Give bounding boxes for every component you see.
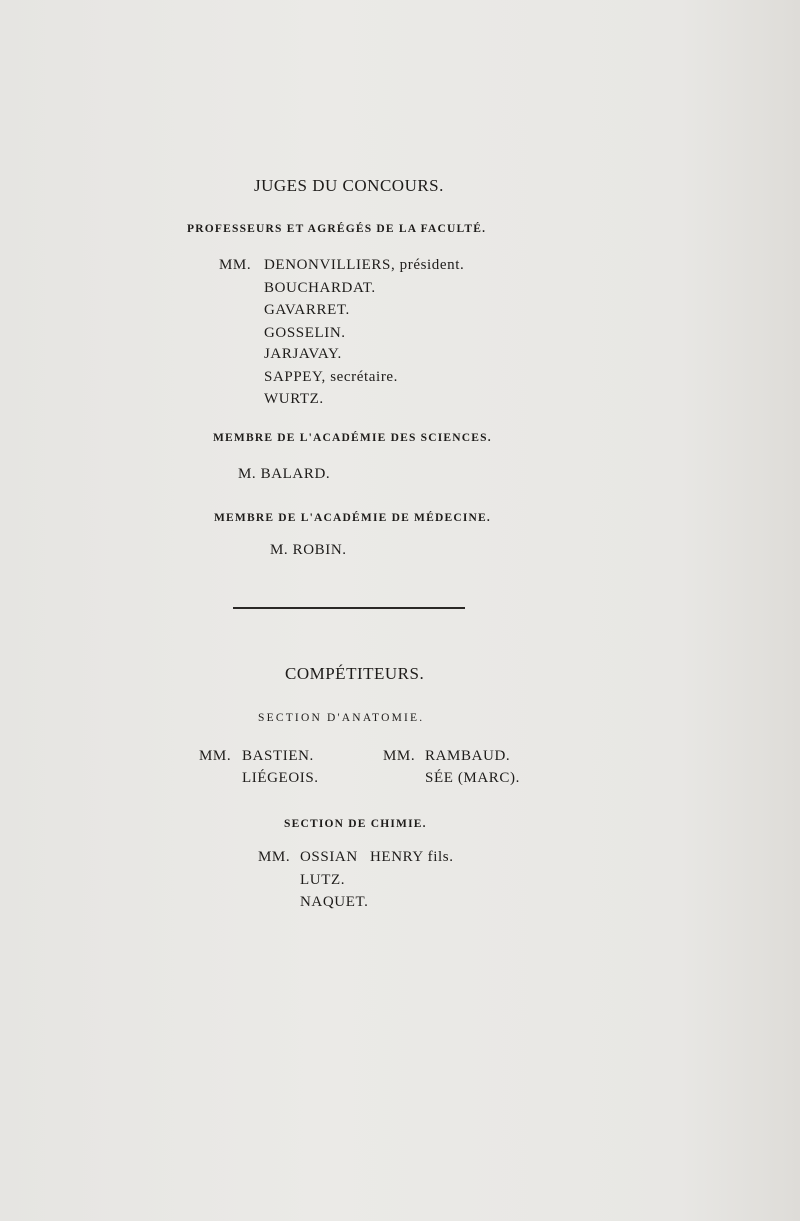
professor-name: WURTZ. — [264, 391, 324, 407]
chemistry-first-given-name: OSSIAN — [300, 849, 358, 865]
competitor-name: BASTIEN. — [242, 748, 314, 764]
anatomy-left-mm-label: MM. — [199, 748, 232, 764]
sciences-heading: MEMBRE DE L'ACADÉMIE DES SCIENCES. — [213, 432, 492, 444]
competitor-name: NAQUET. — [300, 894, 369, 910]
professor-name: BOUCHARDAT. — [264, 280, 376, 296]
competitor-name: LIÉGEOIS. — [242, 770, 319, 786]
medicine-member: M. ROBIN. — [270, 542, 347, 558]
jury-title: JUGES DU CONCOURS. — [254, 176, 444, 195]
professor-name: DENONVILLIERS, président. — [264, 257, 465, 273]
chemistry-heading: SECTION DE CHIMIE. — [284, 818, 427, 830]
competitors-title: COMPÉTITEURS. — [285, 664, 425, 683]
chemistry-first-name: HENRY fils. — [370, 849, 454, 865]
competitor-name: SÉE (MARC). — [425, 770, 520, 786]
professor-name: JARJAVAY. — [264, 346, 342, 362]
section-divider — [233, 607, 465, 609]
competitor-name: RAMBAUD. — [425, 748, 511, 764]
anatomy-heading: SECTION D'ANATOMIE. — [258, 712, 425, 724]
professors-heading: PROFESSEURS ET AGRÉGÉS DE LA FACULTÉ. — [187, 223, 487, 235]
sciences-member: M. BALARD. — [238, 466, 331, 482]
competitor-name: LUTZ. — [300, 872, 346, 888]
jury-mm-label: MM. — [219, 257, 252, 273]
professor-name: SAPPEY, secrétaire. — [264, 369, 399, 385]
professor-name: GOSSELIN. — [264, 325, 346, 341]
medicine-heading: MEMBRE DE L'ACADÉMIE DE MÉDECINE. — [214, 512, 491, 524]
anatomy-right-mm-label: MM. — [383, 748, 416, 764]
professor-name: GAVARRET. — [264, 302, 350, 318]
chemistry-mm-label: MM. — [258, 849, 291, 865]
